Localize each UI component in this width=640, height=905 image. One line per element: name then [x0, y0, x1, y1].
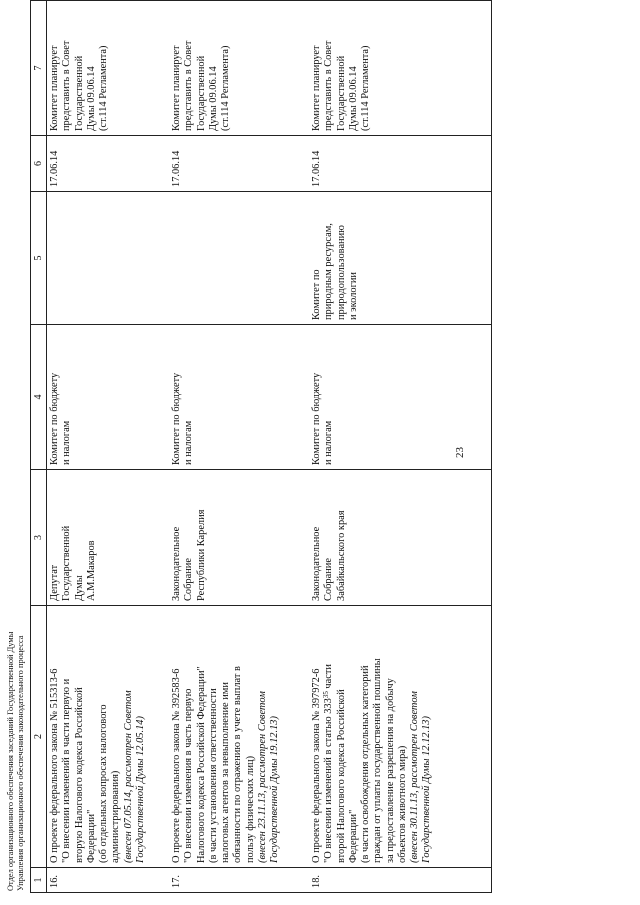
- description-line: второй Налогового кодекса Российской: [335, 689, 347, 863]
- decision-line: представить в Совет: [183, 40, 195, 131]
- submission-note: Государственной Думы 12.12.13): [421, 716, 433, 863]
- initiator-cell: [309, 470, 492, 606]
- decision-line: (ст.114 Регламента): [220, 45, 232, 131]
- initiator-line: Законодательное: [171, 526, 182, 601]
- description-line: О проекте федерального закона № 397972-6: [311, 668, 322, 863]
- committee-line: Комитет по бюджету: [171, 372, 182, 465]
- description-line: О проекте федерального закона № 515313-6: [49, 668, 60, 863]
- article-text: "О внесении изменений в статью 333: [323, 698, 335, 863]
- description-line: "О внесении изменения в часть первую: [183, 688, 195, 863]
- description-line: (об отдельных вопросах налогового: [98, 704, 110, 863]
- table-row: [169, 1, 309, 893]
- row-number: 16.: [47, 868, 170, 893]
- decision-line: Государственной: [195, 55, 207, 131]
- decision-line: Комитет планирует: [171, 45, 182, 131]
- description-line: "О внесении изменений в части первую и: [61, 678, 73, 863]
- bills-table: [30, 0, 492, 893]
- decision-cell: [169, 1, 309, 136]
- co-committee-cell: [169, 192, 309, 325]
- submission-note: Государственной Думы 12.05.14): [134, 716, 146, 863]
- initiator-line: Государственной: [61, 525, 73, 601]
- row-number: 18.: [309, 868, 492, 893]
- submission-note: (внесен 30.11.13, рассмотрен Советом: [409, 691, 421, 863]
- decision-cell: [309, 1, 492, 136]
- committee-line: и налогам: [183, 420, 195, 465]
- table-row: [309, 1, 492, 893]
- date-cell: 17.06.14: [169, 136, 309, 192]
- decision-line: Государственной: [335, 55, 347, 131]
- column-number-row: [31, 1, 47, 893]
- decision-line: Комитет планирует: [311, 45, 322, 131]
- description-line: объектов животного мира): [396, 745, 408, 863]
- page-number: 23: [454, 447, 466, 458]
- description-line: О проекте федерального закона № 392583-6: [171, 668, 182, 863]
- column-number: 1: [31, 868, 47, 893]
- footer-line: Управления организационного обеспечения законодательного процесса: [15, 635, 25, 891]
- co-committee-line: Комитет по: [311, 269, 322, 320]
- committee-cell: [309, 325, 492, 470]
- initiator-line: Собрание: [183, 558, 195, 601]
- initiator-cell: [169, 470, 309, 606]
- footer-line: Отдел организационного обеспечения заседаний Государственной Думы: [6, 631, 15, 891]
- initiator-line: Забайкальского края: [335, 510, 347, 601]
- description-line: [323, 610, 335, 863]
- committee-line: Комитет по бюджету: [49, 372, 60, 465]
- row-number: 17.: [169, 868, 309, 893]
- decision-line: Думы 09.06.14: [85, 66, 97, 131]
- date-cell: 17.06.14: [47, 136, 170, 192]
- article-superscript: 35: [322, 691, 331, 699]
- decision-line: Государственной: [73, 55, 85, 131]
- description-line: налоговых агентов за невыполнение ими: [220, 682, 232, 863]
- description-line: за предоставление разрешения на добычу: [384, 678, 396, 863]
- description-line: Федерации": [85, 809, 97, 863]
- submission-note: (внесен 23.11.13, рассмотрен Советом: [256, 691, 268, 863]
- co-committee-cell: [309, 192, 492, 325]
- bill-description-cell: [169, 606, 309, 868]
- bill-description-cell: [309, 606, 492, 868]
- decision-line: Комитет планирует: [49, 45, 60, 131]
- co-committee-line: природопользованию: [335, 225, 347, 320]
- committee-cell: [169, 325, 309, 470]
- column-number: 2: [31, 606, 47, 868]
- decision-line: Думы 09.06.14: [207, 66, 219, 131]
- co-committee-cell: [47, 192, 170, 325]
- submission-note: (внесен 07.05.14, рассмотрен Советом: [122, 690, 134, 863]
- date-cell: 17.06.14: [309, 136, 492, 192]
- description-line: вторую Налогового кодекса Российской: [73, 687, 85, 863]
- footer-note: [6, 632, 25, 891]
- column-number: 4: [31, 325, 47, 470]
- decision-line: представить в Совет: [61, 40, 73, 131]
- initiator-line: Республики Карелия: [195, 509, 207, 601]
- committee-line: Комитет по бюджету: [311, 372, 322, 465]
- initiator-line: Депутат: [49, 564, 60, 601]
- committee-line: и налогам: [61, 420, 73, 465]
- decision-cell: [47, 1, 170, 136]
- description-line: (в части установления ответственности: [207, 688, 219, 863]
- initiator-line: А.М.Макаров: [85, 540, 97, 601]
- description-line: Налогового кодекса Российской Федерации": [195, 666, 207, 863]
- description-line: пользу физических лиц): [244, 755, 256, 863]
- description-line: Федерации": [347, 809, 359, 863]
- initiator-line: Законодательное: [311, 526, 322, 601]
- initiator-line: Думы: [73, 575, 85, 601]
- description-line: (в части освобождения отдельных категорий: [360, 665, 372, 863]
- decision-line: Думы 09.06.14: [347, 66, 359, 131]
- initiator-line: Собрание: [323, 558, 335, 601]
- co-committee-line: и экологии: [347, 272, 359, 320]
- article-text-tail: части: [323, 664, 335, 692]
- column-number: 6: [31, 136, 47, 192]
- co-committee-line: природным ресурсам,: [323, 223, 335, 320]
- decision-line: представить в Совет: [323, 40, 335, 131]
- decision-line: (ст.114 Регламента): [98, 45, 110, 131]
- committee-line: и налогам: [323, 420, 335, 465]
- description-line: администрирования): [110, 770, 122, 863]
- bill-description-cell: [47, 606, 170, 868]
- description-line: обязанности по отражению в учете выплат в: [232, 666, 244, 863]
- submission-note: Государственной Думы 19.12.13): [269, 716, 281, 863]
- column-number: 5: [31, 192, 47, 325]
- description-line: граждан от уплаты государственной пошлины: [372, 658, 384, 863]
- column-number: 3: [31, 470, 47, 606]
- initiator-cell: [47, 470, 170, 606]
- decision-line: (ст.114 Регламента): [360, 45, 372, 131]
- committee-cell: [47, 325, 170, 470]
- column-number: 7: [31, 1, 47, 136]
- table-row: [47, 1, 170, 893]
